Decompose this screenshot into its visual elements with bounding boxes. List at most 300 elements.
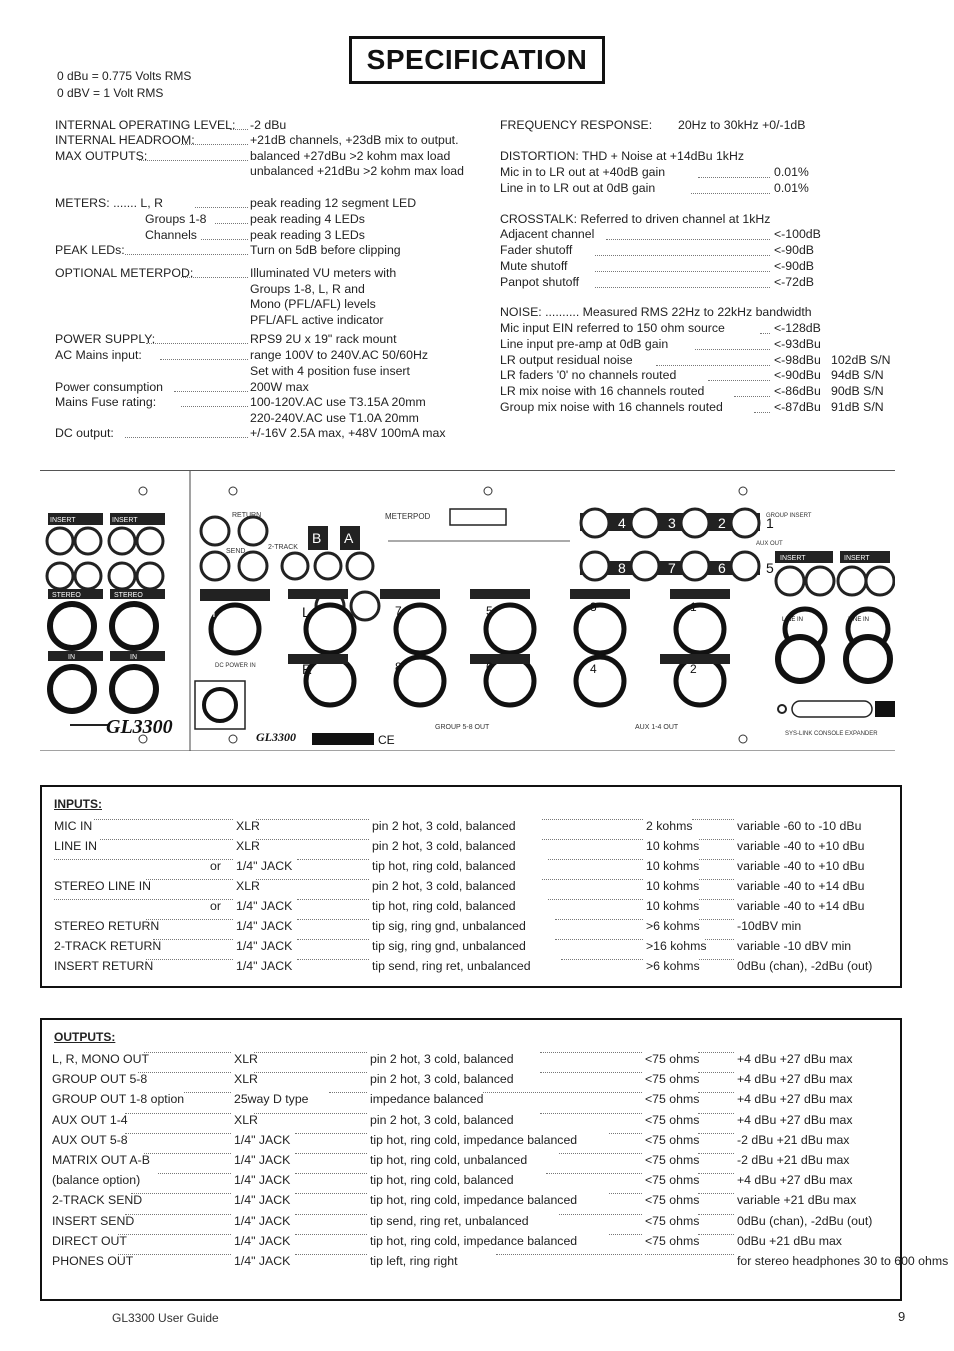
leader-dots — [125, 437, 248, 438]
cell-c: tip left, ring right — [370, 1254, 458, 1268]
meterpod-label: METERPOD — [385, 512, 431, 521]
cell-d: 10 kohms — [646, 839, 700, 853]
leader-dots — [698, 177, 770, 178]
page-number: 9 — [898, 1309, 906, 1324]
leader-dots — [215, 223, 248, 224]
noise-label: LR faders '0' no channels routed — [500, 368, 677, 383]
rear-panel-diagram — [40, 470, 895, 751]
leader-dots — [146, 959, 233, 960]
cell-e: variable -40 to +10 dBu — [737, 859, 865, 873]
crosstalk-label: Panpot shutoff — [500, 275, 580, 289]
leader-dots — [699, 919, 734, 920]
group-number: 2 — [718, 515, 726, 531]
spec-label: Power consumption — [55, 380, 163, 394]
group-number: 7 — [668, 560, 676, 576]
cell-e: +4 dBu +27 dBu max — [737, 1052, 853, 1066]
cell-c: tip hot, ring cold, balanced — [372, 859, 516, 873]
leader-dots — [54, 899, 233, 900]
distortion-value: 0.01% — [774, 165, 809, 179]
leader-dots — [184, 1092, 231, 1093]
cell-b: 1/4" JACK — [236, 919, 293, 933]
group-number: 4 — [618, 515, 626, 531]
matrix-a-letter: A — [344, 530, 354, 546]
cell-b: 1/4" JACK — [234, 1173, 291, 1188]
cell-e: -10dBV min — [737, 919, 802, 933]
group-number: 6 — [718, 560, 726, 576]
cell-e: -2 dBu +21 dBu max — [737, 1153, 850, 1167]
cell-b: 1/4" JACK — [236, 939, 293, 953]
cell-d: <75 ohms — [645, 1193, 700, 1208]
cell-e: variable -60 to -10 dBu — [737, 819, 862, 833]
leader-dots — [645, 1254, 734, 1255]
spec-label: PEAK LEDs: — [55, 243, 125, 257]
spec-value: PFL/AFL active indicator — [250, 313, 384, 327]
leader-dots — [295, 1214, 367, 1215]
leader-dots — [125, 1214, 231, 1215]
spec-label: Groups 1-8 — [145, 212, 207, 226]
leader-dots — [699, 959, 734, 960]
leader-dots — [118, 1234, 231, 1235]
spec-label: POWER SUPPLY: — [55, 332, 156, 346]
cell-b: XLR — [234, 1112, 258, 1127]
cell-d: <75 ohms — [645, 1233, 700, 1248]
cell-a: L, R, MONO OUT — [52, 1052, 150, 1066]
cell-d: <75 ohms — [645, 1213, 700, 1228]
leader-dots — [698, 1113, 734, 1114]
leader-dots — [297, 959, 369, 960]
noise-heading: NOISE: .......... Measured RMS 22Hz to 22kHz bandwidth — [500, 305, 812, 319]
leader-dots — [698, 1153, 734, 1154]
group-out-label: GROUP 5-8 OUT — [435, 724, 490, 731]
table-row — [42, 959, 900, 979]
spec-label: INTERNAL HEADROOM: — [55, 133, 195, 147]
leader-dots — [146, 919, 233, 920]
cell-c: pin 2 hot, 3 cold, balanced — [372, 879, 516, 893]
insert-label: INSERT — [844, 555, 870, 562]
leader-dots — [329, 1092, 367, 1093]
cell-or: or — [210, 859, 221, 873]
leader-dots — [100, 839, 233, 840]
aux-out-number: 3 — [590, 600, 597, 614]
table-row — [42, 1133, 900, 1153]
table-row — [42, 859, 900, 879]
cell-a: INSERT SEND — [52, 1213, 135, 1228]
cell-d: 2 kohms — [646, 819, 693, 833]
leader-dots — [297, 939, 369, 940]
cell-e: +4 dBu +27 dBu max — [737, 1072, 853, 1087]
cell-d: 10 kohms — [646, 899, 700, 913]
cell-d: <75 ohms — [645, 1112, 700, 1127]
cell-b: XLR — [234, 1052, 258, 1066]
leader-dots — [698, 1173, 734, 1174]
cell-a: MATRIX OUT A-B — [52, 1153, 150, 1167]
distortion-heading: DISTORTION: THD + Noise at +14dBu 1kHz — [500, 149, 744, 163]
table-row — [42, 899, 900, 919]
sys-link-label: SYS-LINK CONSOLE EXPANDER — [785, 731, 878, 737]
cell-d: <75 ohms — [645, 1072, 700, 1087]
cell-e: variable -10 dBV min — [737, 939, 852, 953]
cell-d: <75 ohms — [645, 1173, 700, 1188]
cell-a: GROUP OUT 5-8 — [52, 1072, 148, 1087]
noise-value: <-93dBu — [774, 336, 821, 351]
cell-e: +4 dBu +27 dBu max — [737, 1173, 853, 1188]
spec-value: Set with 4 position fuse insert — [250, 364, 410, 378]
in-label: IN — [68, 654, 75, 661]
distortion-label: Mic in to LR out at +40dB gain — [500, 165, 666, 179]
leader-dots — [295, 1193, 367, 1194]
table-row — [42, 939, 900, 959]
leader-dots — [542, 879, 643, 880]
spec-value: Turn on 5dB before clipping — [250, 243, 401, 257]
table-row — [42, 819, 900, 839]
spec-value: 220-240V.AC use T1.0A 20mm — [250, 411, 419, 425]
cell-a: INSERT RETURN — [54, 959, 154, 973]
leader-dots — [540, 1072, 642, 1073]
return-label: RETURN — [232, 512, 262, 519]
group-number: 8 — [618, 560, 626, 576]
cell-a: AUX OUT 5-8 — [52, 1132, 128, 1147]
leader-dots — [548, 899, 643, 900]
leader-dots — [254, 1113, 367, 1114]
cell-b: 1/4" JACK — [234, 1213, 291, 1228]
table-row — [42, 1173, 900, 1193]
table-row — [42, 1254, 949, 1274]
mono-letter: M — [204, 604, 216, 620]
leader-dots — [559, 1153, 642, 1154]
cell-a: 2-TRACK RETURN — [54, 939, 162, 953]
leader-dots — [609, 1234, 642, 1235]
group-out-number: 7 — [395, 604, 402, 618]
meterpod-connector — [450, 509, 506, 525]
spec-label: Channels — [145, 228, 197, 242]
leader-dots — [609, 1193, 642, 1194]
cell-c: tip sig, ring gnd, unbalanced — [372, 939, 526, 953]
gl3300-logo-left: GL3300 — [106, 716, 173, 738]
leader-dots — [705, 939, 734, 940]
cell-e: variable -40 to +14 dBu — [737, 899, 865, 913]
leader-dots — [256, 819, 369, 820]
leader-dots — [698, 1092, 734, 1093]
leader-dots — [297, 859, 369, 860]
spec-value: +/-16V 2.5A max, +48V 100mA max — [250, 426, 446, 440]
leader-dots — [542, 839, 643, 840]
cell-a: 2-TRACK SEND — [52, 1193, 143, 1208]
cell-e: +4 dBu +27 dBu max — [737, 1112, 853, 1127]
reference-line: 0 dBV = 1 Volt RMS — [57, 86, 164, 100]
cell-a: PHONES OUT — [52, 1254, 134, 1268]
footer-title: GL3300 User Guide — [112, 1311, 219, 1325]
spec-value: peak reading 3 LEDs — [250, 228, 365, 242]
leader-dots — [297, 919, 369, 920]
leader-dots — [555, 919, 643, 920]
leader-dots — [699, 879, 734, 880]
leader-dots — [125, 1133, 231, 1134]
cell-b: 1/4" JACK — [234, 1153, 291, 1167]
leader-dots — [483, 1092, 642, 1093]
cell-b: XLR — [236, 879, 260, 893]
leader-dots — [181, 406, 248, 407]
outputs-table — [40, 1018, 949, 1301]
leader-dots — [698, 1193, 734, 1194]
cell-c: pin 2 hot, 3 cold, balanced — [372, 839, 516, 853]
spec-value: RPS9 2U x 19" rack mount — [250, 332, 397, 346]
group-out-number: 5 — [486, 604, 493, 618]
spec-value: peak reading 4 LEDs — [250, 212, 365, 226]
cell-a: GROUP OUT 1-8 option — [52, 1092, 185, 1107]
cell-c: pin 2 hot, 3 cold, balanced — [370, 1112, 514, 1127]
crosstalk-label: Fader shutoff — [500, 243, 573, 257]
group-number: 1 — [766, 515, 774, 531]
leader-dots — [153, 939, 233, 940]
group-insert-label: GROUP INSERT — [766, 513, 812, 519]
leader-dots — [760, 333, 770, 334]
leader-dots — [297, 899, 369, 900]
insert-label: INSERT — [50, 517, 76, 524]
cell-e: 0dBu +21 dBu max — [737, 1233, 842, 1248]
crosstalk-heading: CROSSTALK: Referred to driven channel at 1kHz — [500, 212, 771, 226]
leader-dots — [256, 879, 369, 880]
cell-c: pin 2 hot, 3 cold, balanced — [370, 1072, 514, 1087]
cell-d: >16 kohms — [646, 939, 707, 953]
leader-dots — [254, 1052, 367, 1053]
gl3300-logo-mid: GL3300 — [256, 730, 296, 744]
send-label: SEND — [226, 548, 246, 555]
spec-label: Mains Fuse rating: — [55, 395, 157, 409]
spec-label: INTERNAL OPERATING LEVEL: — [55, 118, 236, 132]
leader-dots — [559, 1214, 642, 1215]
insert-label: INSERT — [780, 555, 806, 562]
table-row — [42, 879, 900, 899]
leader-dots — [295, 1254, 367, 1255]
crosstalk-value: <-90dB — [774, 259, 814, 273]
table-row — [42, 1052, 900, 1072]
leader-dots — [698, 1214, 734, 1215]
table-row — [42, 1072, 900, 1092]
group-out-number: 8 — [395, 660, 402, 674]
freq-value: 20Hz to 30kHz +0/-1dB — [678, 118, 806, 132]
spec-value: balanced +27dBu >2 kohm max load — [250, 149, 451, 163]
cell-e: variable +21 dBu max — [737, 1193, 857, 1208]
noise-sn: 90dB S/N — [831, 384, 884, 399]
leader-dots — [595, 255, 770, 256]
spec-value: Illuminated VU meters with — [250, 266, 397, 280]
table-row — [42, 919, 900, 939]
cell-d: >6 kohms — [646, 919, 700, 933]
noise-label: LR output residual noise — [500, 352, 633, 367]
cell-b: 1/4" JACK — [234, 1254, 291, 1268]
stereo-label: STEREO — [114, 592, 143, 599]
cell-or: or — [210, 899, 221, 913]
leader-dots — [698, 1052, 734, 1053]
spec-label: METERS: ....... L, R — [55, 196, 163, 210]
crosstalk-value: <-90dB — [774, 243, 814, 257]
aux-out-number: 4 — [590, 662, 597, 676]
cell-a: STEREO RETURN — [54, 919, 160, 933]
leader-dots — [94, 819, 233, 820]
spec-label: MAX OUTPUTS: — [55, 149, 148, 163]
leader-dots — [540, 1113, 642, 1114]
leader-dots — [606, 239, 770, 240]
cell-d: 10 kohms — [646, 879, 700, 893]
cell-a: MIC IN — [54, 819, 93, 833]
cell-c: pin 2 hot, 3 cold, balanced — [370, 1052, 514, 1066]
cell-b: 25way D type — [234, 1092, 309, 1107]
aux-out-number: 2 — [690, 662, 697, 676]
spec-value: peak reading 12 segment LED — [250, 196, 417, 210]
leader-dots — [54, 859, 233, 860]
leader-dots — [691, 193, 770, 194]
noise-label: Mic input EIN referred to 150 ohm source — [500, 321, 725, 335]
cell-c: tip hot, ring cold, impedance balanced — [370, 1233, 578, 1248]
leader-dots — [125, 254, 248, 255]
leader-dots — [698, 1133, 734, 1134]
stereo-label: STEREO — [52, 592, 81, 599]
cell-c: tip sig, ring gnd, unbalanced — [372, 919, 526, 933]
crosstalk-value: <-72dB — [774, 275, 814, 289]
leader-dots — [144, 1153, 231, 1154]
spec-value: Mono (PFL/AFL) levels — [250, 297, 376, 311]
noise-value: <-87dBu — [774, 400, 821, 414]
inputs-heading: INPUTS: — [54, 797, 102, 811]
leader-dots — [295, 1234, 367, 1235]
cell-d: <75 ohms — [645, 1153, 700, 1167]
leader-dots — [201, 239, 248, 240]
leader-dots — [118, 1254, 231, 1255]
distortion-value: 0.01% — [774, 181, 809, 195]
page-title: SPECIFICATION — [366, 44, 588, 75]
two-track-label: 2-TRACK — [268, 544, 298, 551]
leader-dots — [146, 343, 248, 344]
leader-dots — [698, 1234, 734, 1235]
cell-c: tip hot, ring cold, unbalanced — [370, 1153, 528, 1167]
expander-section — [775, 551, 895, 717]
spec-value: Groups 1-8, L, R and — [250, 282, 365, 296]
cell-d: <75 ohms — [645, 1132, 700, 1147]
cell-b: XLR — [236, 839, 260, 853]
cell-c: tip send, ring ret, unbalanced — [372, 959, 531, 973]
cell-a: LINE IN — [54, 839, 98, 853]
outputs-heading: OUTPUTS: — [54, 1030, 116, 1044]
group-out-number: 6 — [486, 660, 493, 674]
leader-dots — [555, 939, 643, 940]
table-row — [42, 839, 900, 859]
leader-dots — [139, 160, 248, 161]
spec-label: AC Mains input: — [55, 348, 142, 362]
leader-dots — [595, 287, 770, 288]
cell-c: pin 2 hot, 3 cold, balanced — [372, 819, 516, 833]
distortion-label: Line in to LR out at 0dB gain — [500, 181, 656, 195]
matrix-b-letter: B — [312, 530, 322, 546]
rear-panel-svg — [40, 471, 895, 751]
dc-power-label: DC POWER IN — [215, 663, 256, 669]
ce-mark: CE — [378, 733, 395, 747]
leader-dots — [699, 839, 734, 840]
leader-dots — [144, 1052, 231, 1053]
cell-c: tip send, ring ret, unbalanced — [370, 1213, 529, 1228]
crosstalk-label: Mute shutoff — [500, 259, 568, 273]
table-row — [42, 1153, 900, 1173]
leader-dots — [609, 1133, 642, 1134]
table-row — [42, 1092, 900, 1112]
cell-b: 1/4" JACK — [236, 899, 293, 913]
cell-e: -2 dBu +21 dBu max — [737, 1132, 850, 1147]
leader-dots — [131, 1193, 231, 1194]
leader-dots — [295, 1153, 367, 1154]
leader-dots — [546, 1173, 642, 1174]
dbu-reference — [57, 68, 191, 102]
cell-d: 10 kohms — [646, 859, 700, 873]
crosstalk-label: Adjacent channel — [500, 227, 595, 241]
leader-dots — [595, 271, 770, 272]
leader-dots — [699, 859, 734, 860]
cell-e: 0dBu (chan), -2dBu (out) — [737, 959, 873, 973]
leader-dots — [698, 1072, 734, 1073]
cell-c: tip hot, ring cold, impedance balanced — [370, 1132, 578, 1147]
leader-dots — [295, 1173, 367, 1174]
cell-e: +4 dBu +27 dBu max — [737, 1092, 853, 1107]
leader-dots — [138, 1072, 231, 1073]
inputs-table — [40, 785, 902, 988]
table-row — [42, 1193, 900, 1213]
leader-dots — [708, 380, 770, 381]
cell-c: tip hot, ring cold, balanced — [372, 899, 516, 913]
cell-a: STEREO LINE IN — [54, 879, 152, 893]
leader-dots — [561, 959, 643, 960]
cell-d: >6 kohms — [646, 959, 700, 973]
spec-value: -2 dBu — [250, 118, 287, 132]
leader-dots — [656, 365, 770, 366]
freq-label: FREQUENCY RESPONSE: — [500, 118, 653, 132]
cell-b: XLR — [236, 819, 260, 833]
leader-dots — [695, 349, 770, 350]
noise-value: <-90dBu — [774, 368, 821, 383]
leader-dots — [195, 207, 248, 208]
cell-b: 1/4" JACK — [234, 1132, 291, 1147]
noise-label: Group mix noise with 16 channels routed — [500, 400, 723, 414]
cell-a: DIRECT OUT — [52, 1233, 127, 1248]
in-label: IN — [130, 654, 137, 661]
right-letter: R — [302, 661, 313, 677]
aux-out-label: AUX 1-4 OUT — [635, 724, 679, 731]
cell-b: 1/4" JACK — [236, 859, 293, 873]
cell-b: 1/4" JACK — [234, 1233, 291, 1248]
spec-value: unbalanced +21dBu >2 kohm max load — [250, 164, 464, 178]
leader-dots — [734, 396, 770, 397]
group-number: 3 — [668, 515, 676, 531]
cell-b: 1/4" JACK — [236, 959, 293, 973]
aux-out-label: AUX OUT — [756, 541, 783, 547]
table-row — [42, 1234, 900, 1254]
leader-dots — [542, 819, 643, 820]
line-in-label: LINE IN — [782, 617, 804, 623]
leader-dots — [125, 1113, 231, 1114]
leader-dots — [254, 1072, 367, 1073]
leader-dots — [295, 1133, 367, 1134]
crosstalk-value: <-100dB — [774, 227, 821, 241]
group-number: 5 — [766, 560, 774, 576]
serial-plate — [312, 733, 374, 745]
cell-e: variable -40 to +14 dBu — [737, 879, 865, 893]
leader-dots — [496, 1254, 642, 1255]
aux-out-number: 1 — [690, 600, 697, 614]
cell-d: <75 ohms — [645, 1092, 700, 1107]
leader-dots — [174, 391, 248, 392]
page-title-box — [349, 36, 605, 84]
cell-e: for stereo headphones 30 to 600 ohms — [737, 1254, 949, 1268]
leader-dots — [256, 839, 369, 840]
leader-dots — [540, 1052, 642, 1053]
stereo-input-strips — [47, 513, 165, 725]
